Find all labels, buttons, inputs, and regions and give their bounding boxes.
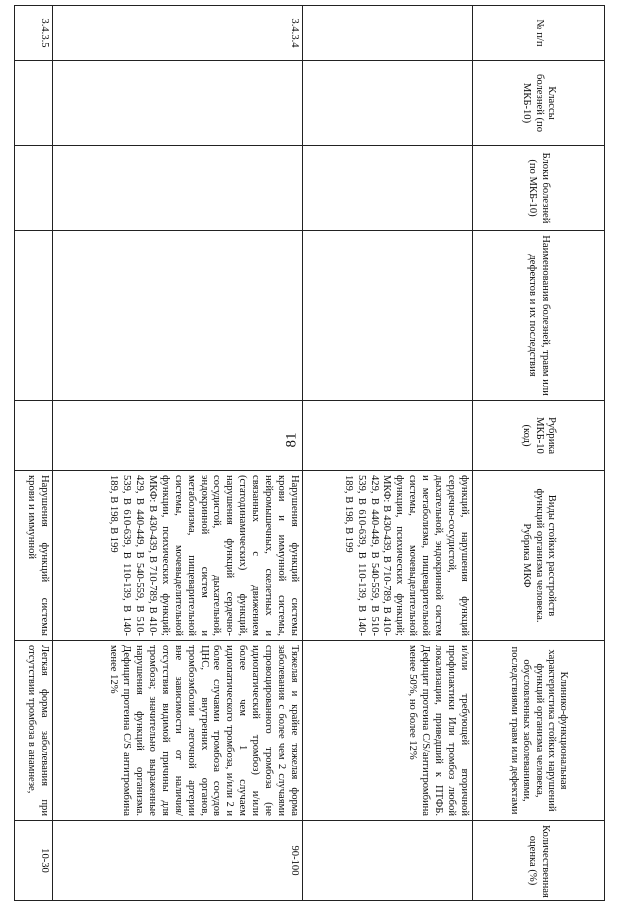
row-types: Нарушения функций системы крови и иммунной системы, нейромышечных, скелетных и связанных с движением (статодинамических) функций, нарушения функций сердечно-сосудистой, дыхательной, эндокринной систем и метаболизма, пищеварительной системы, мочевыделительной функции, психических функций; МКФ: В 430-439, В 710-789, В 410-429, В 440-449, В 540-559, В 510-539, В 610-639, В 110-139, В 140-189, В 198, В 199 [53,471,303,641]
table-row [303,6,473,901]
table-row [15,6,53,901]
page-number: 81 [283,432,300,448]
header-names: Наименования болезней, травм или дефектов и их последствия [473,231,605,401]
row-score: 90-100 [53,821,303,901]
row-types: Нарушения функций системы крови и иммунной [15,471,53,641]
table-row [53,6,303,901]
row-classes [15,61,53,146]
row-blocks [303,146,473,231]
header-num: № п/п [473,6,605,61]
rotated-table-wrapper [15,5,605,900]
row-rubric [15,401,53,471]
row-names [303,231,473,401]
row-num: 3.4.3.4 [53,6,303,61]
header-types: Виды стойких расстройств функций организма человека. Рубрика МКФ [473,471,605,641]
row-blocks [53,146,303,231]
header-rubric: Рубрика МКБ-10 (код) [473,401,605,471]
row-score [303,821,473,901]
row-names [53,231,303,401]
header-clinical: Клинико-функциональная характеристика стойких нарушений функций организма человека, обусловленных заболеваниями, последствиями травм или дефектами [473,641,605,821]
row-classes [53,61,303,146]
header-classes: Классы болезней (по МКБ-10) [473,61,605,146]
row-classes [303,61,473,146]
row-names [15,231,53,401]
row-clinical: и/или требующей вторичной профилактики Или тромбоз любой локализации, приведший к ПТФБ. Дефицит протеина C/S/антитромбина менее 50%, но более 12% [303,641,473,821]
row-rubric [303,401,473,471]
row-types: функций, нарушения функций сердечно-сосудистой, дыхательной, эндокринной систем и метаболизма, пищеварительной системы, мочевыделительной функции, психических функций; МКФ: В 430-439, В 710-789, В 410-429, В 440-449, В 540-559, В 510-539, В 610-639, В 110-139, В 140-189, В 198, В 199 [303,471,473,641]
header-blocks: Блоки болезней (по МКБ-10) [473,146,605,231]
row-blocks [15,146,53,231]
row-rubric [53,401,303,471]
row-clinical: Тяжелая и крайне тяжелая форма заболевания с более чем 2 случаями спровоцированного тромбоза (не идиопатический тромбоз) и/или более чем 1 случаем идиопатического тромбоза, и/или 2 и более случаями тромбоза сосудов ЦНС, внутренних органов, тромбоэмболии легочной артерии вне зависимости от наличия/отсутствия видимой причины для тромбоза; значительно выраженные нарушения функций организма. Дефицит протеина C/S антитромбина менее 12% [53,641,303,821]
row-clinical: Легкая форма заболевания при отсутствии тромбоза в анамнезе, [15,641,53,821]
header-row [473,6,605,901]
header-score: Количественная оценка (%) [473,821,605,901]
row-num: 3.4.3.5 [15,6,53,61]
disability-criteria-table [14,5,605,901]
row-score: 10-30 [15,821,53,901]
row-num [303,6,473,61]
